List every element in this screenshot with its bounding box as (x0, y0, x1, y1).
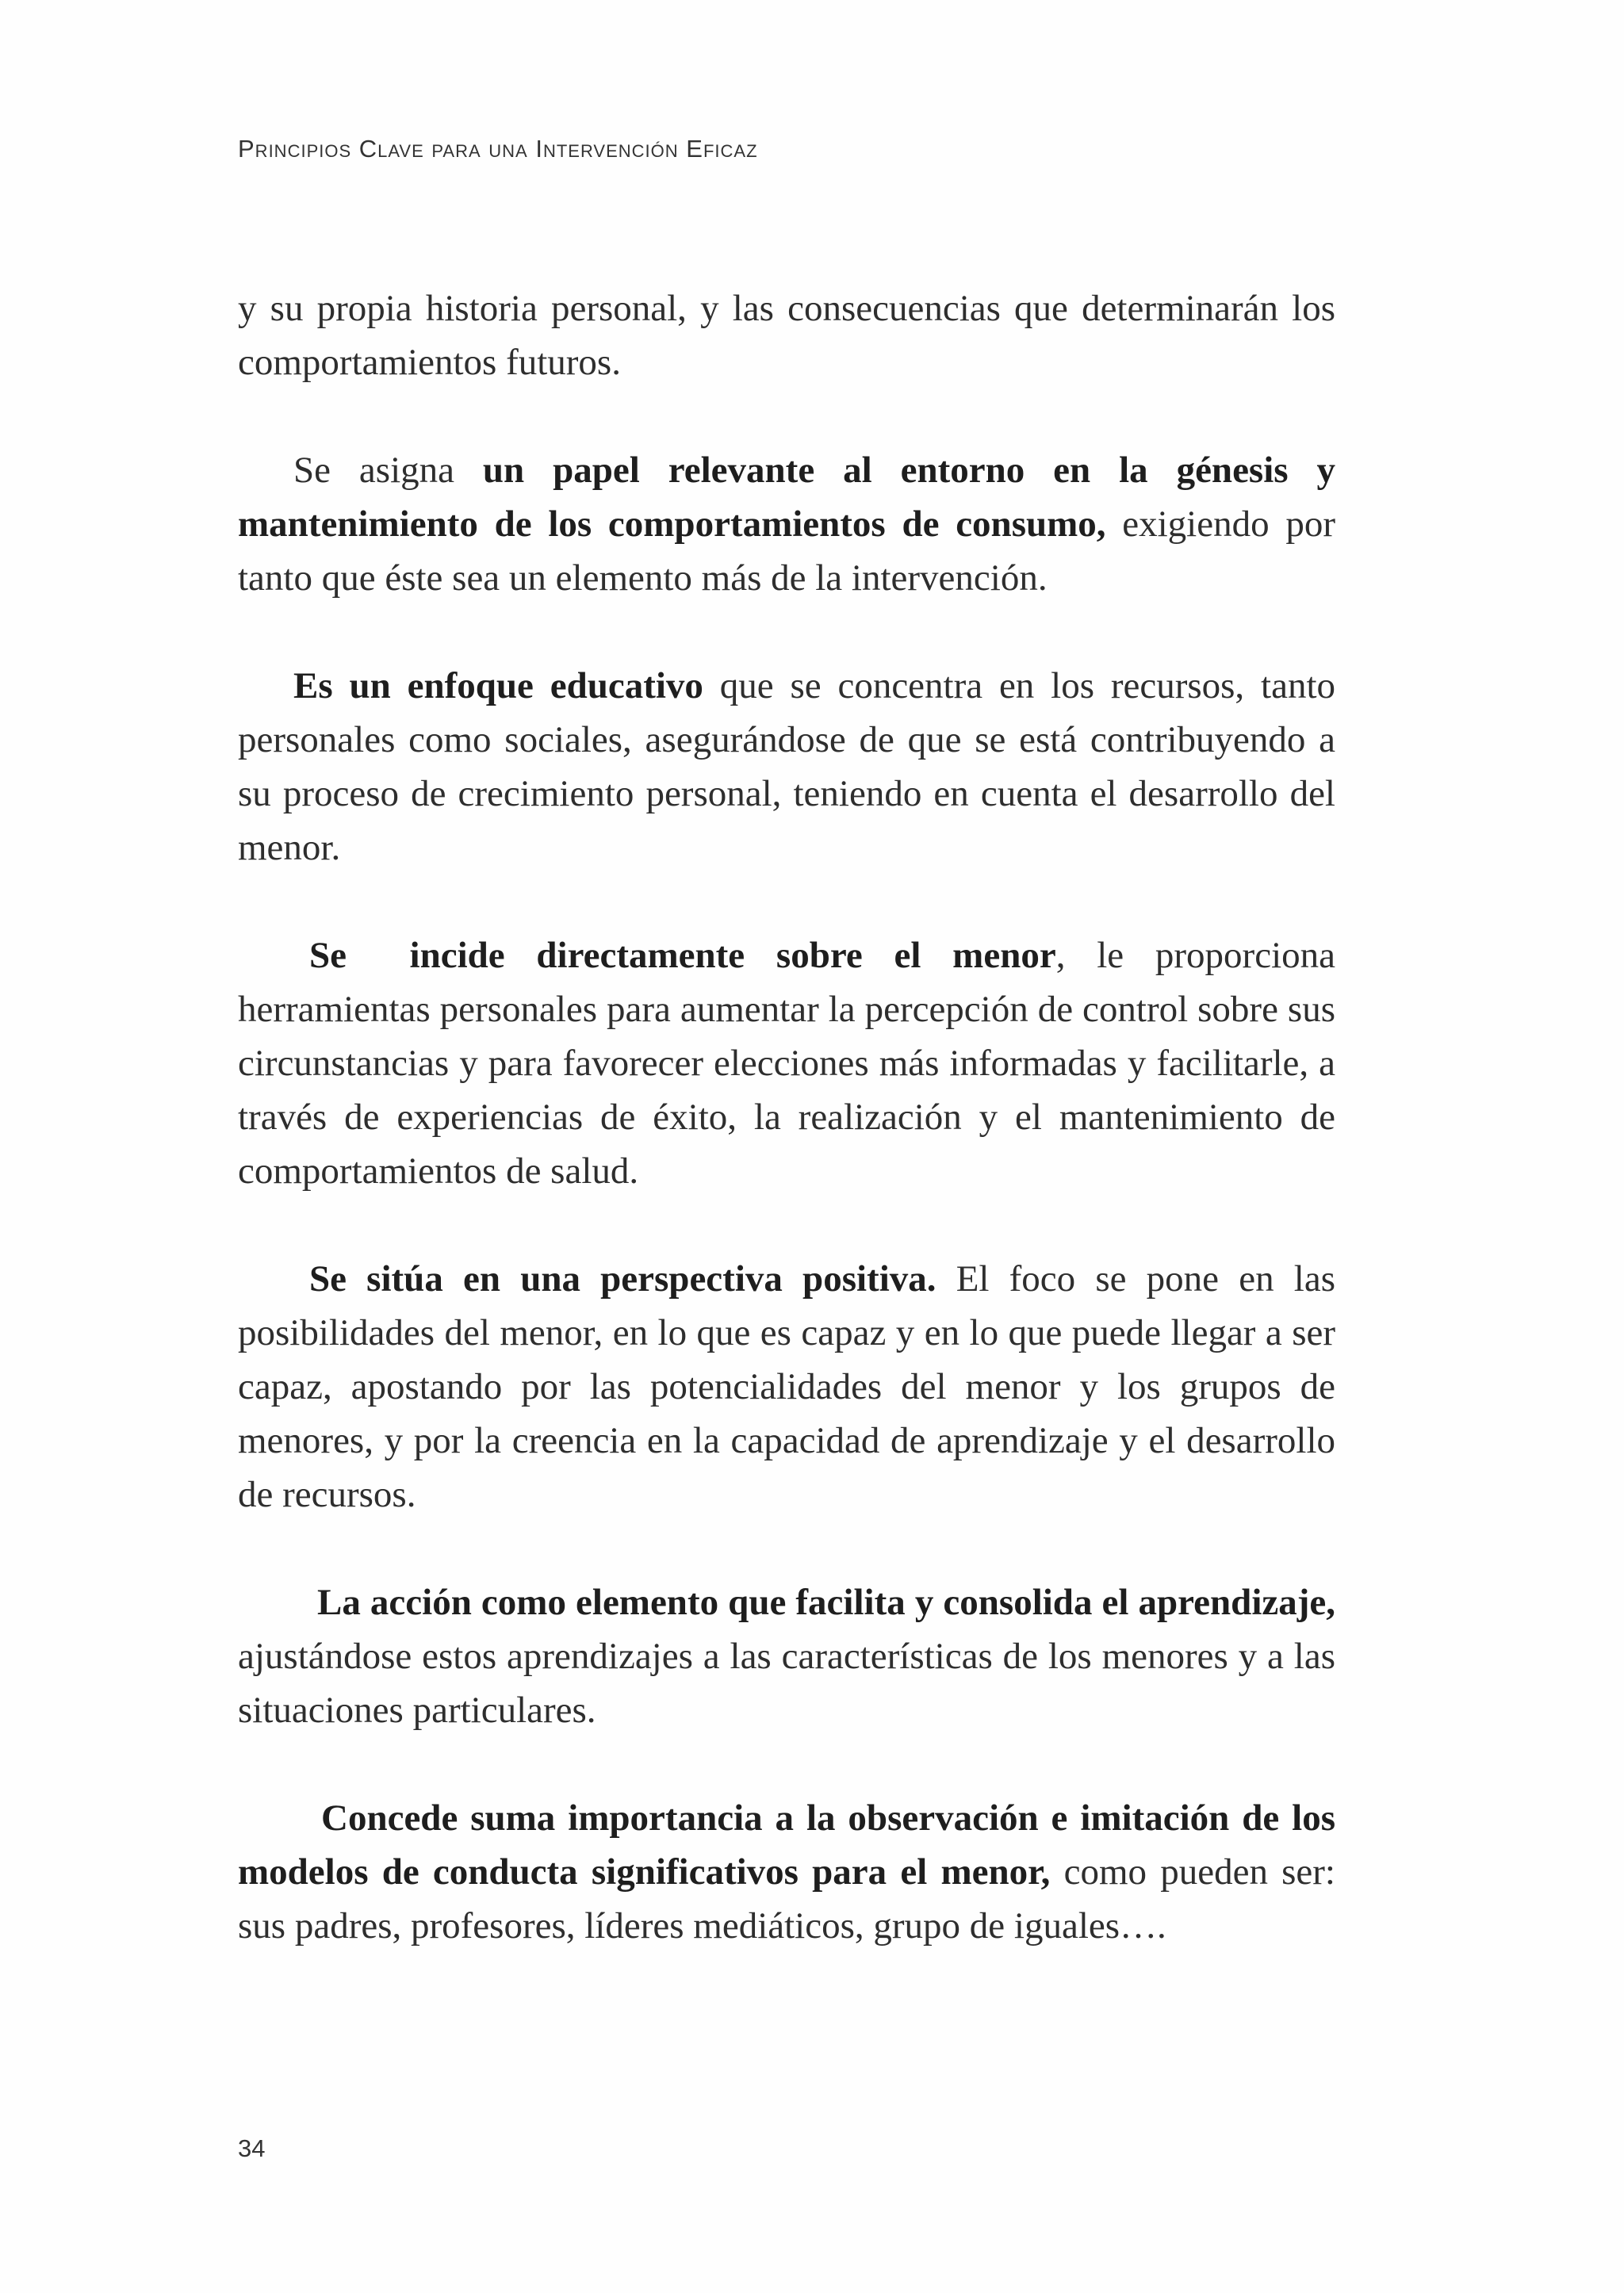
paragraph-1-text: y su propia historia personal, y las consecuencias que determinarán los comportamientos futuros. (238, 288, 1335, 383)
paragraph-5 (238, 1252, 1335, 1522)
paragraph-1 (238, 281, 1335, 389)
paragraph-2-lead: Se asigna (293, 450, 483, 491)
paragraph-6 (238, 1575, 1335, 1737)
paragraph-2-bold: un papel relevante al entorno en la génesis y mantenimiento de los comportamientos de consumo, (238, 450, 1335, 545)
paragraph-7-bold: Concede suma importancia a la observación e imitación de los modelos de conducta significativos para el menor, (238, 1797, 1335, 1893)
paragraph-3 (238, 659, 1335, 875)
paragraph-6-bold: La acción como elemento que facilita y consolida el aprendizaje, (317, 1582, 1335, 1623)
paragraph-4-text: , le proporciona herramientas personales para aumentar la percepción de control sobre sus circunstancias y para favorecer elecciones más informadas y facilitarle, a través de experiencias de éxito, la realización y el mantenimiento de comportamientos de salud. (238, 935, 1335, 1192)
body-text (238, 281, 1335, 2007)
paragraph-6-text: ajustándose estos aprendizajes a las características de los menores y a las situaciones particulares. (238, 1636, 1335, 1731)
paragraph-3-bold: Es un enfoque educativo (293, 665, 703, 706)
paragraph-7-text: como pueden ser: sus padres, profesores, líderes mediáticos, grupo de iguales…. (238, 1851, 1335, 1947)
paragraph-4-bold: Se incide directamente sobre el menor (309, 935, 1056, 976)
paragraph-4 (238, 928, 1335, 1198)
paragraph-3-text: que se concentra en los recursos, tanto personales como sociales, asegurándose de que se está contribuyendo a su proceso de crecimiento personal, teniendo en cuenta el desarrollo del menor. (238, 665, 1335, 868)
running-header: Principios Clave para una Intervención Eficaz (238, 135, 758, 163)
paragraph-2-text: exigiendo por tanto que éste sea un elemento más de la intervención. (238, 503, 1335, 599)
paragraph-2 (238, 443, 1335, 605)
paragraph-7 (238, 1791, 1335, 1953)
paragraph-5-bold: Se sitúa en una perspectiva positiva. (309, 1258, 936, 1300)
page-number: 34 (238, 2134, 266, 2162)
paragraph-5-text: El foco se pone en las posibilidades del menor, en lo que es capaz y en lo que puede llegar a ser capaz, apostando por las potencialidades del menor y los grupos de menores, y por la creencia en la capacidad de aprendizaje y el desarrollo de recursos. (238, 1258, 1335, 1515)
